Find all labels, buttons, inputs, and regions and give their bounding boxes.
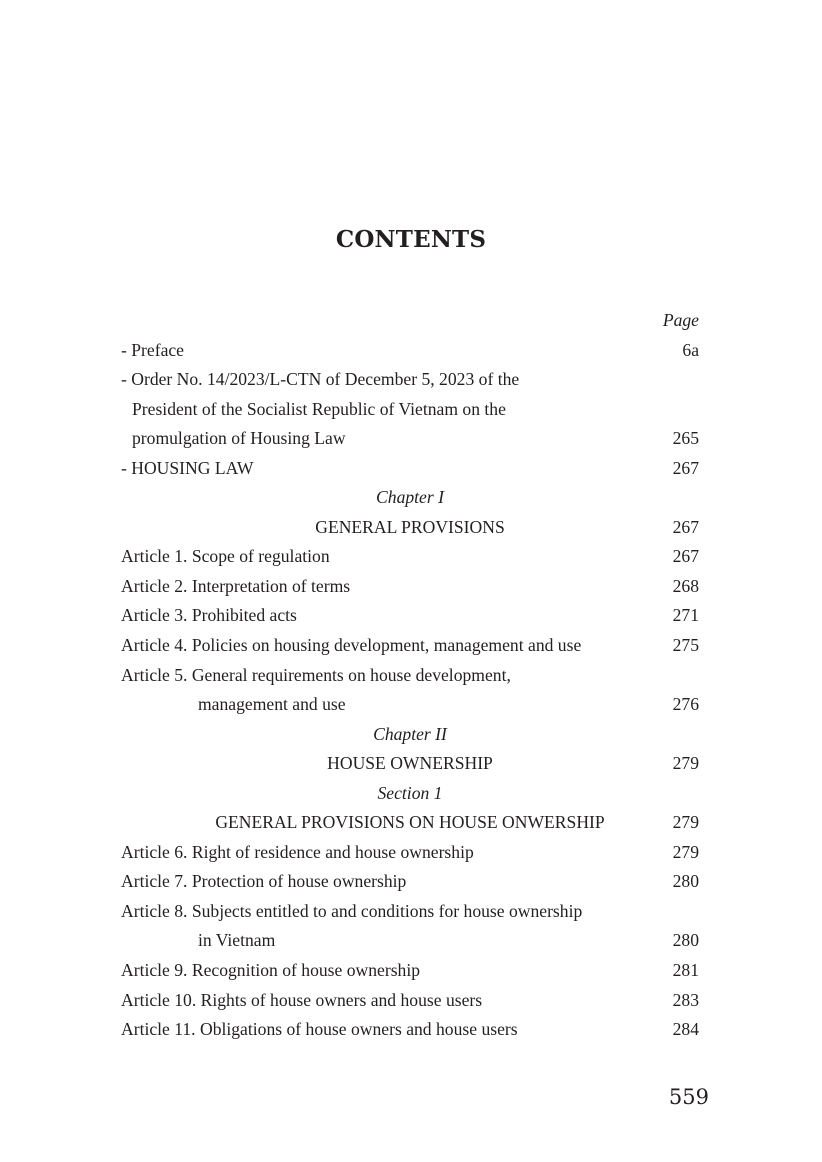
toc-entry-order-cont	[121, 424, 699, 454]
toc-entry-order-cont	[121, 395, 699, 425]
entry-text: Article 3. Prohibited acts	[121, 605, 297, 626]
entry-text: Article 11. Obligations of house owners and house users	[121, 1019, 518, 1040]
toc-entry-article-8[interactable]	[121, 897, 699, 927]
entry-text: in Vietnam	[198, 930, 276, 951]
toc-entry-article-3[interactable]	[121, 601, 699, 631]
entry-page: 280	[672, 871, 699, 892]
entry-text: - HOUSING LAW	[121, 457, 254, 478]
toc-entry-housing-law[interactable]	[121, 454, 699, 484]
page-number: 559	[668, 1085, 709, 1109]
entry-page: 276	[672, 694, 699, 715]
toc-entry-chapter-1[interactable]	[121, 513, 699, 543]
toc-entry-article-10[interactable]	[121, 986, 699, 1016]
entry-page: 271	[672, 605, 699, 626]
entry-page: 283	[672, 989, 699, 1010]
entry-text: Article 8. Subjects entitled to and conditions for house ownership	[121, 900, 583, 921]
entry-page: 279	[672, 841, 699, 862]
entry-text: Article 6. Right of residence and house ownership	[121, 841, 474, 862]
page-title: CONTENTS	[335, 226, 487, 253]
entry-text: - Preface	[121, 339, 184, 360]
entry-text: Article 9. Recognition of house ownership	[121, 960, 421, 981]
toc-entry-article-7[interactable]	[121, 867, 699, 897]
toc-entry-article-9[interactable]	[121, 956, 699, 986]
entry-text: Article 4. Policies on housing development, management and use	[121, 635, 582, 656]
entry-page: 279	[672, 753, 699, 774]
entry-page: 284	[672, 1019, 699, 1040]
entry-page: 280	[672, 930, 699, 951]
entry-page: 6a	[682, 339, 699, 360]
toc-entry-section-1[interactable]	[121, 808, 699, 838]
chapter-label: Chapter II	[373, 723, 447, 744]
chapter-1-label	[121, 483, 699, 513]
entry-page: 275	[672, 635, 699, 656]
toc-entry-article-8-cont	[121, 926, 699, 956]
chapter-title: GENERAL PROVISIONS	[315, 516, 505, 537]
section-label: Section 1	[377, 782, 443, 803]
entry-page: 265	[672, 428, 699, 449]
toc-entry-article-11[interactable]	[121, 1015, 699, 1045]
entry-page: 267	[672, 457, 699, 478]
page-column-header: Page	[662, 310, 699, 330]
entry-text: - Order No. 14/2023/L-CTN of December 5, 2023 of the	[121, 369, 520, 390]
toc-entry-chapter-2[interactable]	[121, 749, 699, 779]
entry-text: promulgation of Housing Law	[132, 428, 346, 449]
section-1-label	[121, 779, 699, 809]
entry-text: management and use	[198, 694, 346, 715]
entry-page: 268	[672, 575, 699, 596]
toc-entry-order[interactable]	[121, 365, 699, 395]
entry-text: Article 5. General requirements on house development,	[121, 664, 511, 685]
entry-page: 279	[672, 812, 699, 833]
toc-entry-article-2[interactable]	[121, 572, 699, 602]
chapter-2-label	[121, 720, 699, 750]
toc-entry-article-4[interactable]	[121, 631, 699, 661]
toc-entry-article-6[interactable]	[121, 838, 699, 868]
toc-entry-article-1[interactable]	[121, 542, 699, 572]
entry-page: 267	[672, 546, 699, 567]
entry-text: Article 10. Rights of house owners and house users	[121, 989, 483, 1010]
entry-text: President of the Socialist Republic of Vietnam on the	[132, 398, 506, 419]
chapter-title: HOUSE OWNERSHIP	[327, 753, 493, 774]
entry-page: 267	[672, 516, 699, 537]
entry-text: Article 2. Interpretation of terms	[121, 575, 351, 596]
entry-page: 281	[672, 960, 699, 981]
toc-entry-article-5[interactable]	[121, 661, 699, 691]
entry-text: Article 7. Protection of house ownership	[121, 871, 407, 892]
toc-entry-preface[interactable]	[121, 336, 699, 366]
entry-text: Article 1. Scope of regulation	[121, 546, 330, 567]
toc-entry-article-5-cont	[121, 690, 699, 720]
table-of-contents	[121, 306, 699, 1045]
section-title: GENERAL PROVISIONS ON HOUSE ONWERSHIP	[215, 812, 605, 833]
chapter-label: Chapter I	[376, 487, 444, 508]
